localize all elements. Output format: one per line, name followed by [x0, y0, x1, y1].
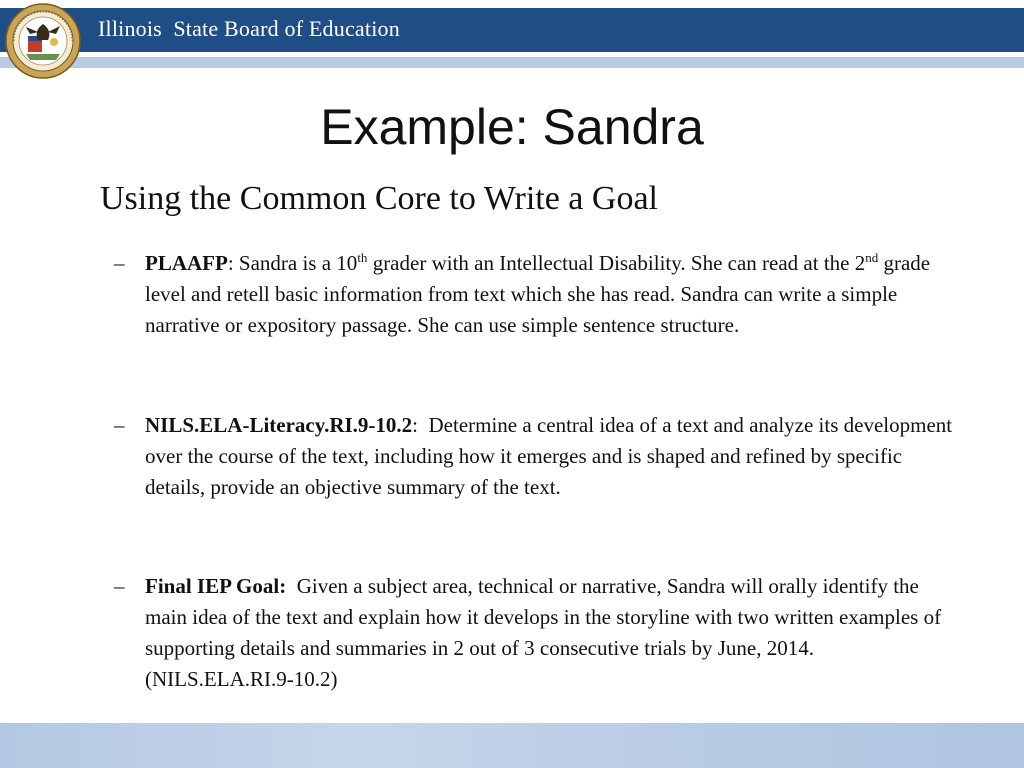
- bullet-text: [145, 410, 964, 503]
- bullet-standard: [114, 410, 964, 503]
- ordinal-superscript: nd: [865, 250, 879, 265]
- bullet-plaafp: [114, 248, 944, 341]
- bullet-text-part: grader with an Intellectual Disability. She can read at the 2: [367, 251, 866, 275]
- slide-title: Example: Sandra: [320, 99, 704, 155]
- header-stripe: [0, 57, 1024, 68]
- header-title: Illinois State Board of Education: [98, 16, 400, 41]
- bullet-label: NILS.ELA-Literacy.RI.9-10.2: [145, 413, 413, 437]
- bullet-marker: –: [114, 251, 125, 275]
- footer-bar: [0, 723, 1024, 768]
- bullet-text-part: grade level and retell basic information from text which she has read. Sandra can write a simple narrative or expository passage. She can use simple sentence structure.: [145, 251, 931, 337]
- bullet-text: [145, 248, 944, 341]
- bullet-text: [145, 571, 947, 695]
- slide-subtitle: Using the Common Core to Write a Goal: [100, 180, 658, 217]
- bullet-text-part: : Determine a central idea of a text and analyze its development over the course of the text, including how it emerges and is shaped and refined by specific details, provide an objective summary of the text.: [145, 413, 958, 499]
- ordinal-superscript: th: [357, 250, 368, 265]
- bullet-label: Final IEP Goal:: [145, 574, 287, 598]
- bullet-marker: –: [114, 574, 125, 598]
- bullet-text-part: : Sandra is a 10: [227, 251, 358, 275]
- bullet-label: PLAAFP: [145, 251, 228, 275]
- bullet-final-goal: [114, 571, 947, 695]
- bullet-text-part: Given a subject area, technical or narrative, Sandra will orally identify the main idea of the text and explain how it develops in the storyline with two written examples of supporting details and summaries in 2 out of 3 consecutive trials by June, 2014. (NILS.ELA.RI.9-10.2): [145, 574, 947, 691]
- illinois-state-seal-icon: [4, 2, 82, 80]
- bullet-marker: –: [114, 413, 125, 437]
